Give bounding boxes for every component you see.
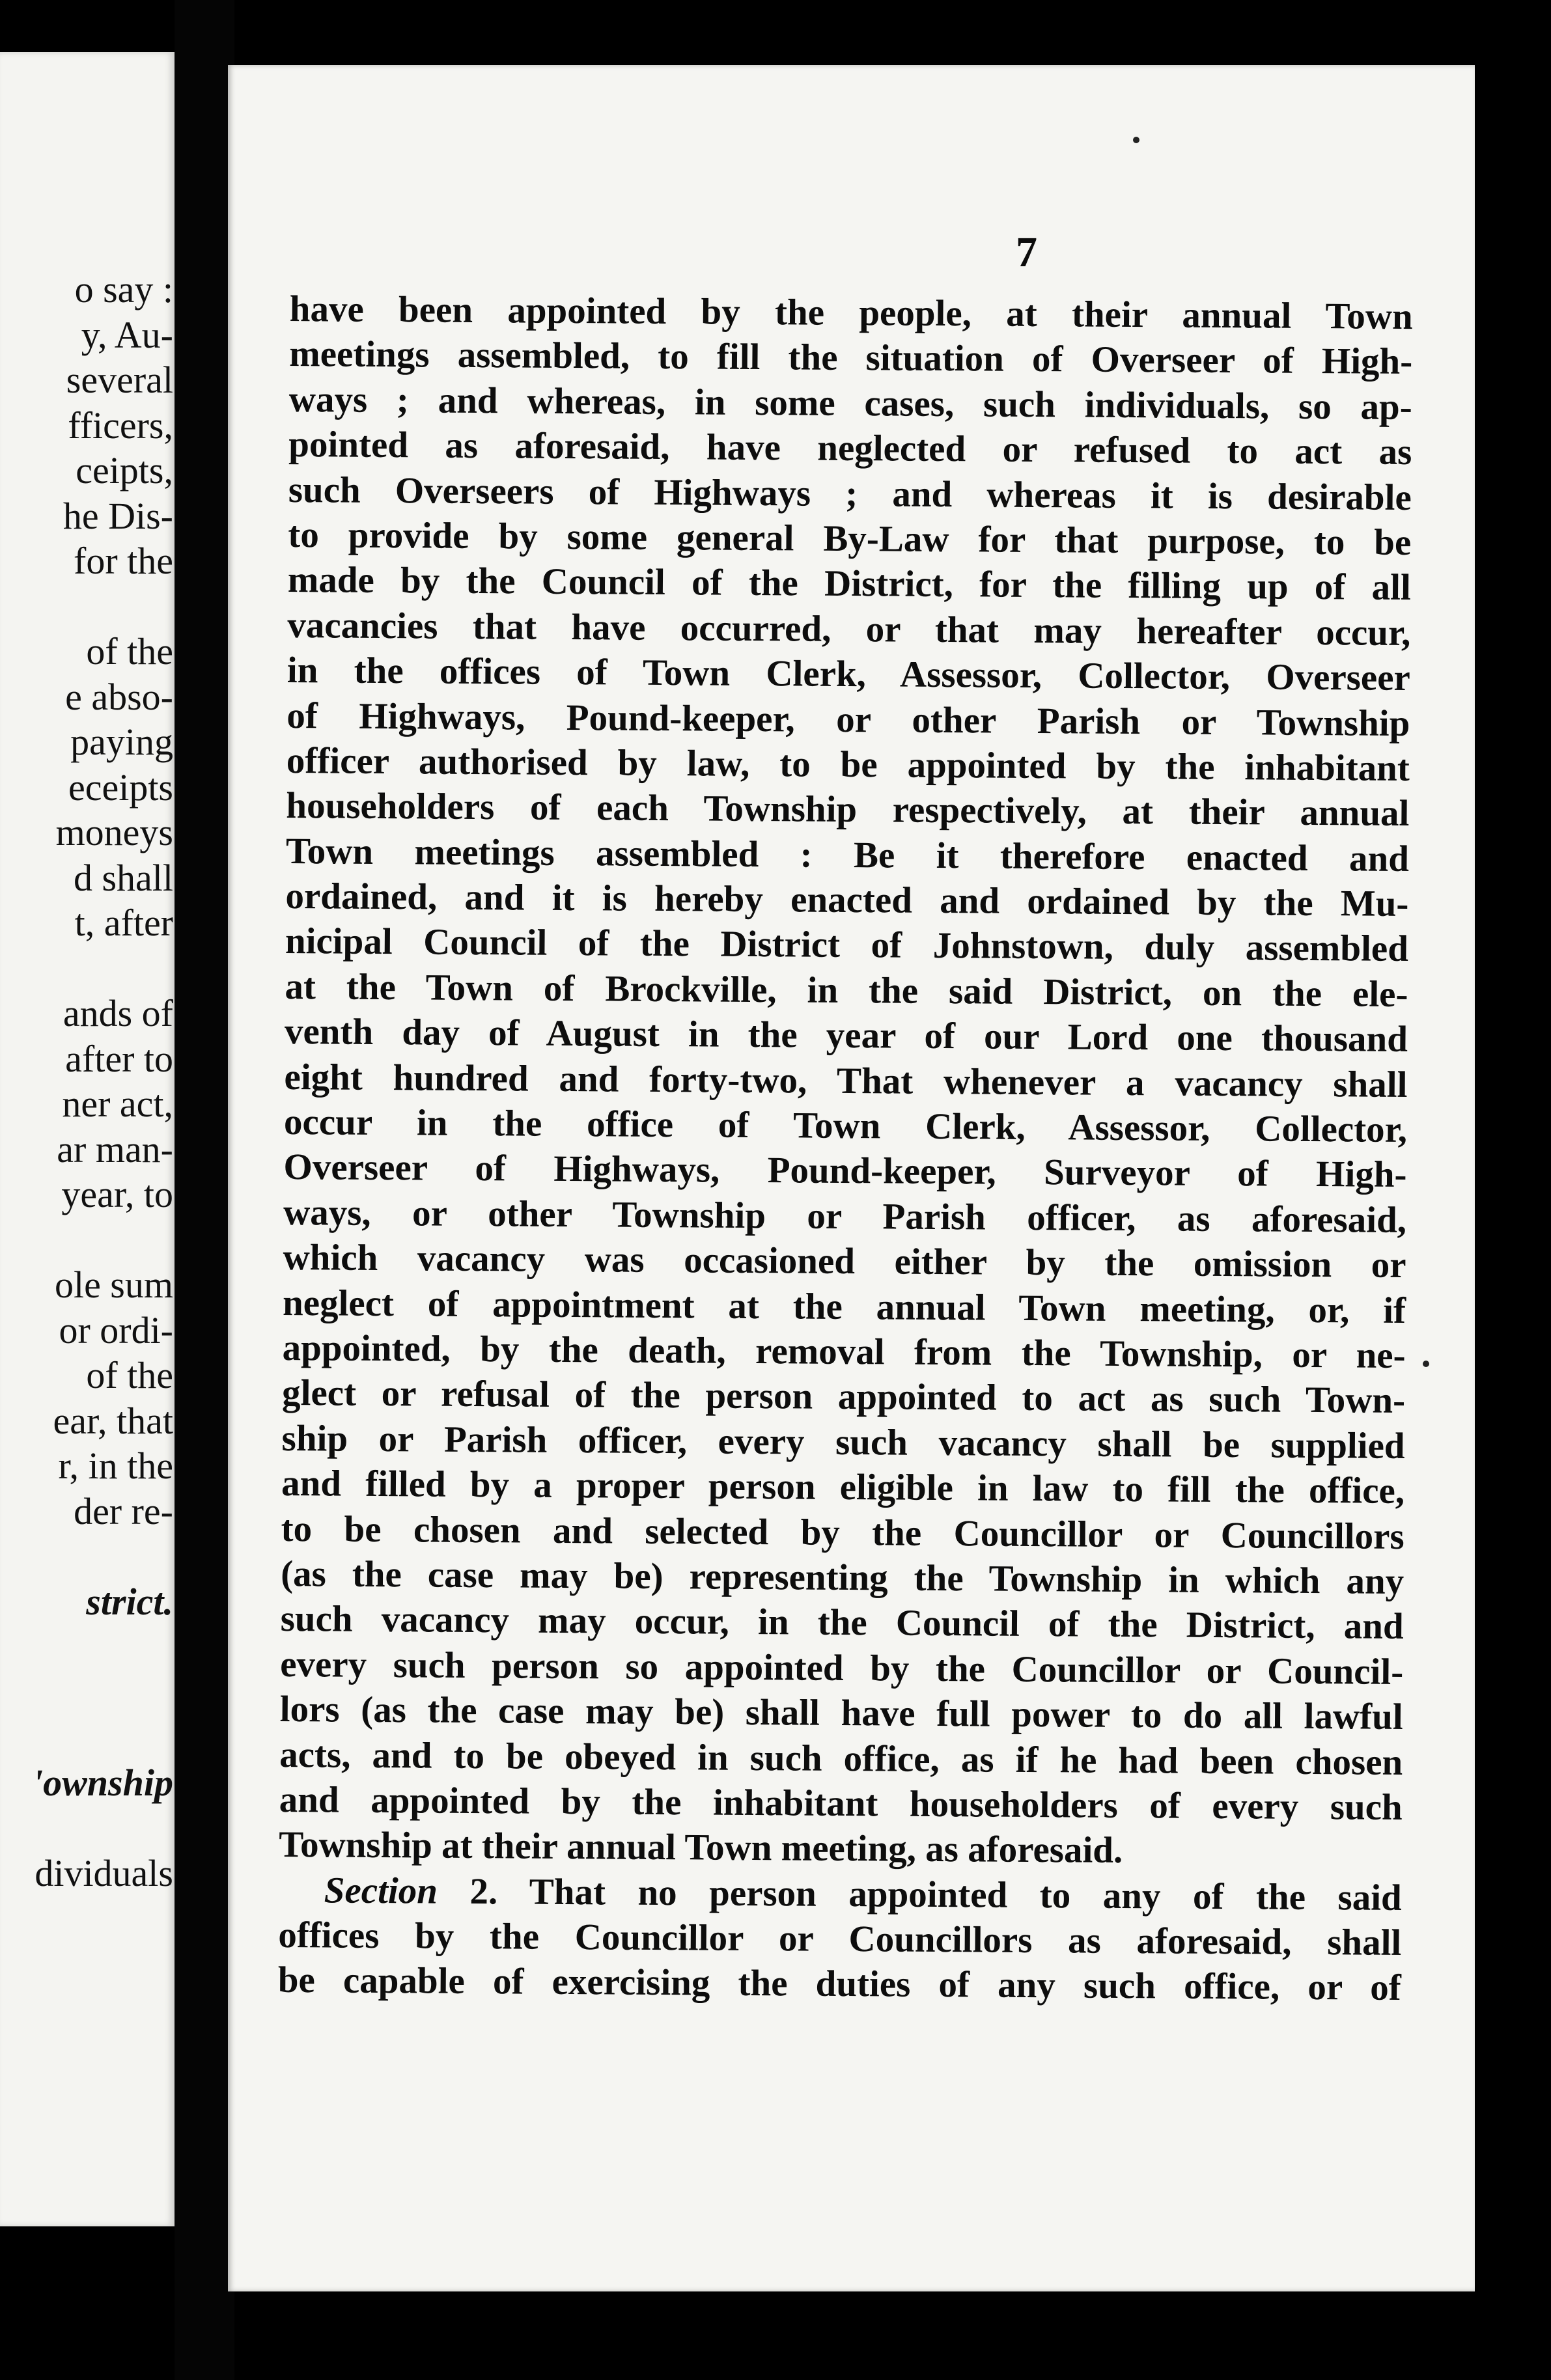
section-label: Section [324, 1870, 438, 1912]
left-page-line: t, after [74, 902, 173, 944]
left-page-line: moneys [55, 811, 173, 853]
body-line: (as the case may be) representing the Township in which any [280, 1553, 1404, 1602]
left-page-line [0, 1534, 173, 1579]
left-page-line [0, 1670, 173, 1715]
body-line: which vacancy was occasioned either by the omission or [283, 1237, 1406, 1286]
left-page-line: d shall [73, 856, 173, 899]
body-line: householders of each Township respectively, at their annual [286, 785, 1410, 835]
left-page-line: after to [65, 1037, 173, 1080]
left-page-line: ands of [63, 992, 173, 1034]
body-line: acts, and to be obeyed in such office, as if he had been chosen [279, 1734, 1403, 1783]
body-line: at the Town of Brockville, in the said District, on the ele- [285, 965, 1408, 1015]
left-page-line: or ordi- [59, 1308, 173, 1351]
left-page-line: r, in the [58, 1445, 173, 1487]
left-page-line [0, 1217, 173, 1263]
body-line: venth day of August in the year of our Lord one thousand [284, 1011, 1408, 1060]
left-page-line: ceipts, [76, 449, 173, 491]
section-2-line [279, 1868, 1402, 1920]
left-page-line [0, 584, 173, 630]
body-line: every such person so appointed by the Councillor or Council- [280, 1643, 1404, 1693]
right-page [228, 65, 1475, 2291]
book-gutter [175, 0, 234, 2380]
body-line: ways ; and whereas, in some cases, such individuals, so ap- [288, 378, 1412, 428]
body-text [278, 286, 1413, 2011]
body-line: meetings assembled, to fill the situation of Overseer of High- [289, 333, 1413, 383]
body-line: made by the Council of the District, for the filling up of all [287, 559, 1412, 609]
left-page-line: y, Au- [81, 313, 173, 356]
body-line: Overseer of Highways, Pound-keeper, Surveyor of High- [283, 1146, 1407, 1196]
body-line: and filled by a proper person eligible in law to fill the office, [281, 1463, 1405, 1512]
body-line: Township at their annual Town meeting, as aforesaid. [279, 1824, 1123, 1872]
body-line: appointed, by the death, removal from the Township, or ne- [282, 1327, 1406, 1376]
body-line: to be chosen and selected by the Councillor or Councillors [281, 1508, 1404, 1557]
body-line: eight hundred and forty-two, That whenever a vacancy shall [284, 1056, 1408, 1105]
left-page-line: dividuals [35, 1851, 173, 1894]
body-line: and appointed by the inhabitant householders of every such [279, 1778, 1403, 1828]
body-line: occur in the office of Town Clerk, Assessor, Collector, [283, 1101, 1408, 1151]
body-line: such Overseers of Highways ; and whereas it is desirable [288, 469, 1412, 518]
section-2-first-line: 2. That no person appointed to any of the said [437, 1870, 1402, 1918]
page-number: 7 [1016, 228, 1037, 276]
left-page-line: for the [74, 540, 173, 582]
left-page-line: ear, that [53, 1399, 173, 1442]
body-line: Town meetings assembled : Be it therefore enacted and [285, 830, 1410, 879]
left-page-line: ner act, [62, 1083, 173, 1125]
left-page-line: year, to [61, 1173, 173, 1215]
body-line: officer authorised by law, to be appointed by the inhabitant [286, 740, 1410, 789]
body-line: in the offices of Town Clerk, Assessor, Collector, Overseer [286, 650, 1411, 699]
body-line: ordained, and it is hereby enacted and ordained by the Mu- [285, 876, 1409, 925]
print-speck [1423, 1361, 1429, 1367]
left-page-line [0, 1805, 173, 1851]
left-page-line: of the [86, 1354, 173, 1396]
left-page-line: paying [70, 721, 173, 763]
left-page-line: fficers, [68, 404, 173, 447]
body-line: to provide by some general By-Law for that purpose, to be [288, 514, 1412, 563]
print-speck [1133, 137, 1139, 143]
left-page-line: he Dis- [63, 494, 173, 537]
body-line: vacancies that have occurred, or that may hereafter occur, [287, 604, 1411, 654]
left-page-line: ar man- [57, 1128, 173, 1170]
section-2-line: offices by the Councillor or Councillors as aforesaid, shall [278, 1915, 1402, 1964]
body-line: neglect of appointment at the annual Town meeting, or, if [282, 1282, 1406, 1331]
left-page-line [0, 1715, 173, 1760]
section-2-line: be capable of exercising the duties of any such office, or of [277, 1959, 1402, 2009]
left-page-line: der re- [74, 1489, 173, 1532]
left-page-line [0, 1624, 173, 1670]
body-line: of Highways, Pound-keeper, or other Parish or Township [286, 695, 1410, 744]
left-page-line: several [66, 359, 173, 401]
left-page-line [0, 946, 173, 991]
left-page-line: 'ownship [33, 1761, 173, 1804]
body-line: pointed as aforesaid, have neglected or refused to act as [288, 424, 1412, 473]
left-page-line: strict. [86, 1580, 173, 1623]
left-page-line: o say : [74, 268, 173, 311]
left-page-line: ole sum [54, 1264, 173, 1306]
body-line: ways, or other Township or Parish officer, as aforesaid, [283, 1191, 1407, 1241]
left-page-line: e abso- [65, 675, 173, 718]
left-facing-page [0, 52, 175, 2226]
body-line: such vacancy may occur, in the Council of the District, and [280, 1598, 1404, 1648]
left-page-line: of the [86, 630, 173, 672]
body-line: lors (as the case may be) shall have full power to do all lawful [279, 1689, 1403, 1738]
body-line: ship or Parish officer, every such vacancy shall be supplied [281, 1417, 1405, 1467]
body-line: have been appointed by the people, at their annual Town [289, 288, 1413, 338]
left-page-text [0, 267, 173, 1896]
body-line: nicipal Council of the District of Johnstown, duly assembled [285, 920, 1409, 970]
body-line: glect or refusal of the person appointed to act as such Town- [281, 1372, 1406, 1422]
left-page-line: eceipts [68, 766, 173, 809]
